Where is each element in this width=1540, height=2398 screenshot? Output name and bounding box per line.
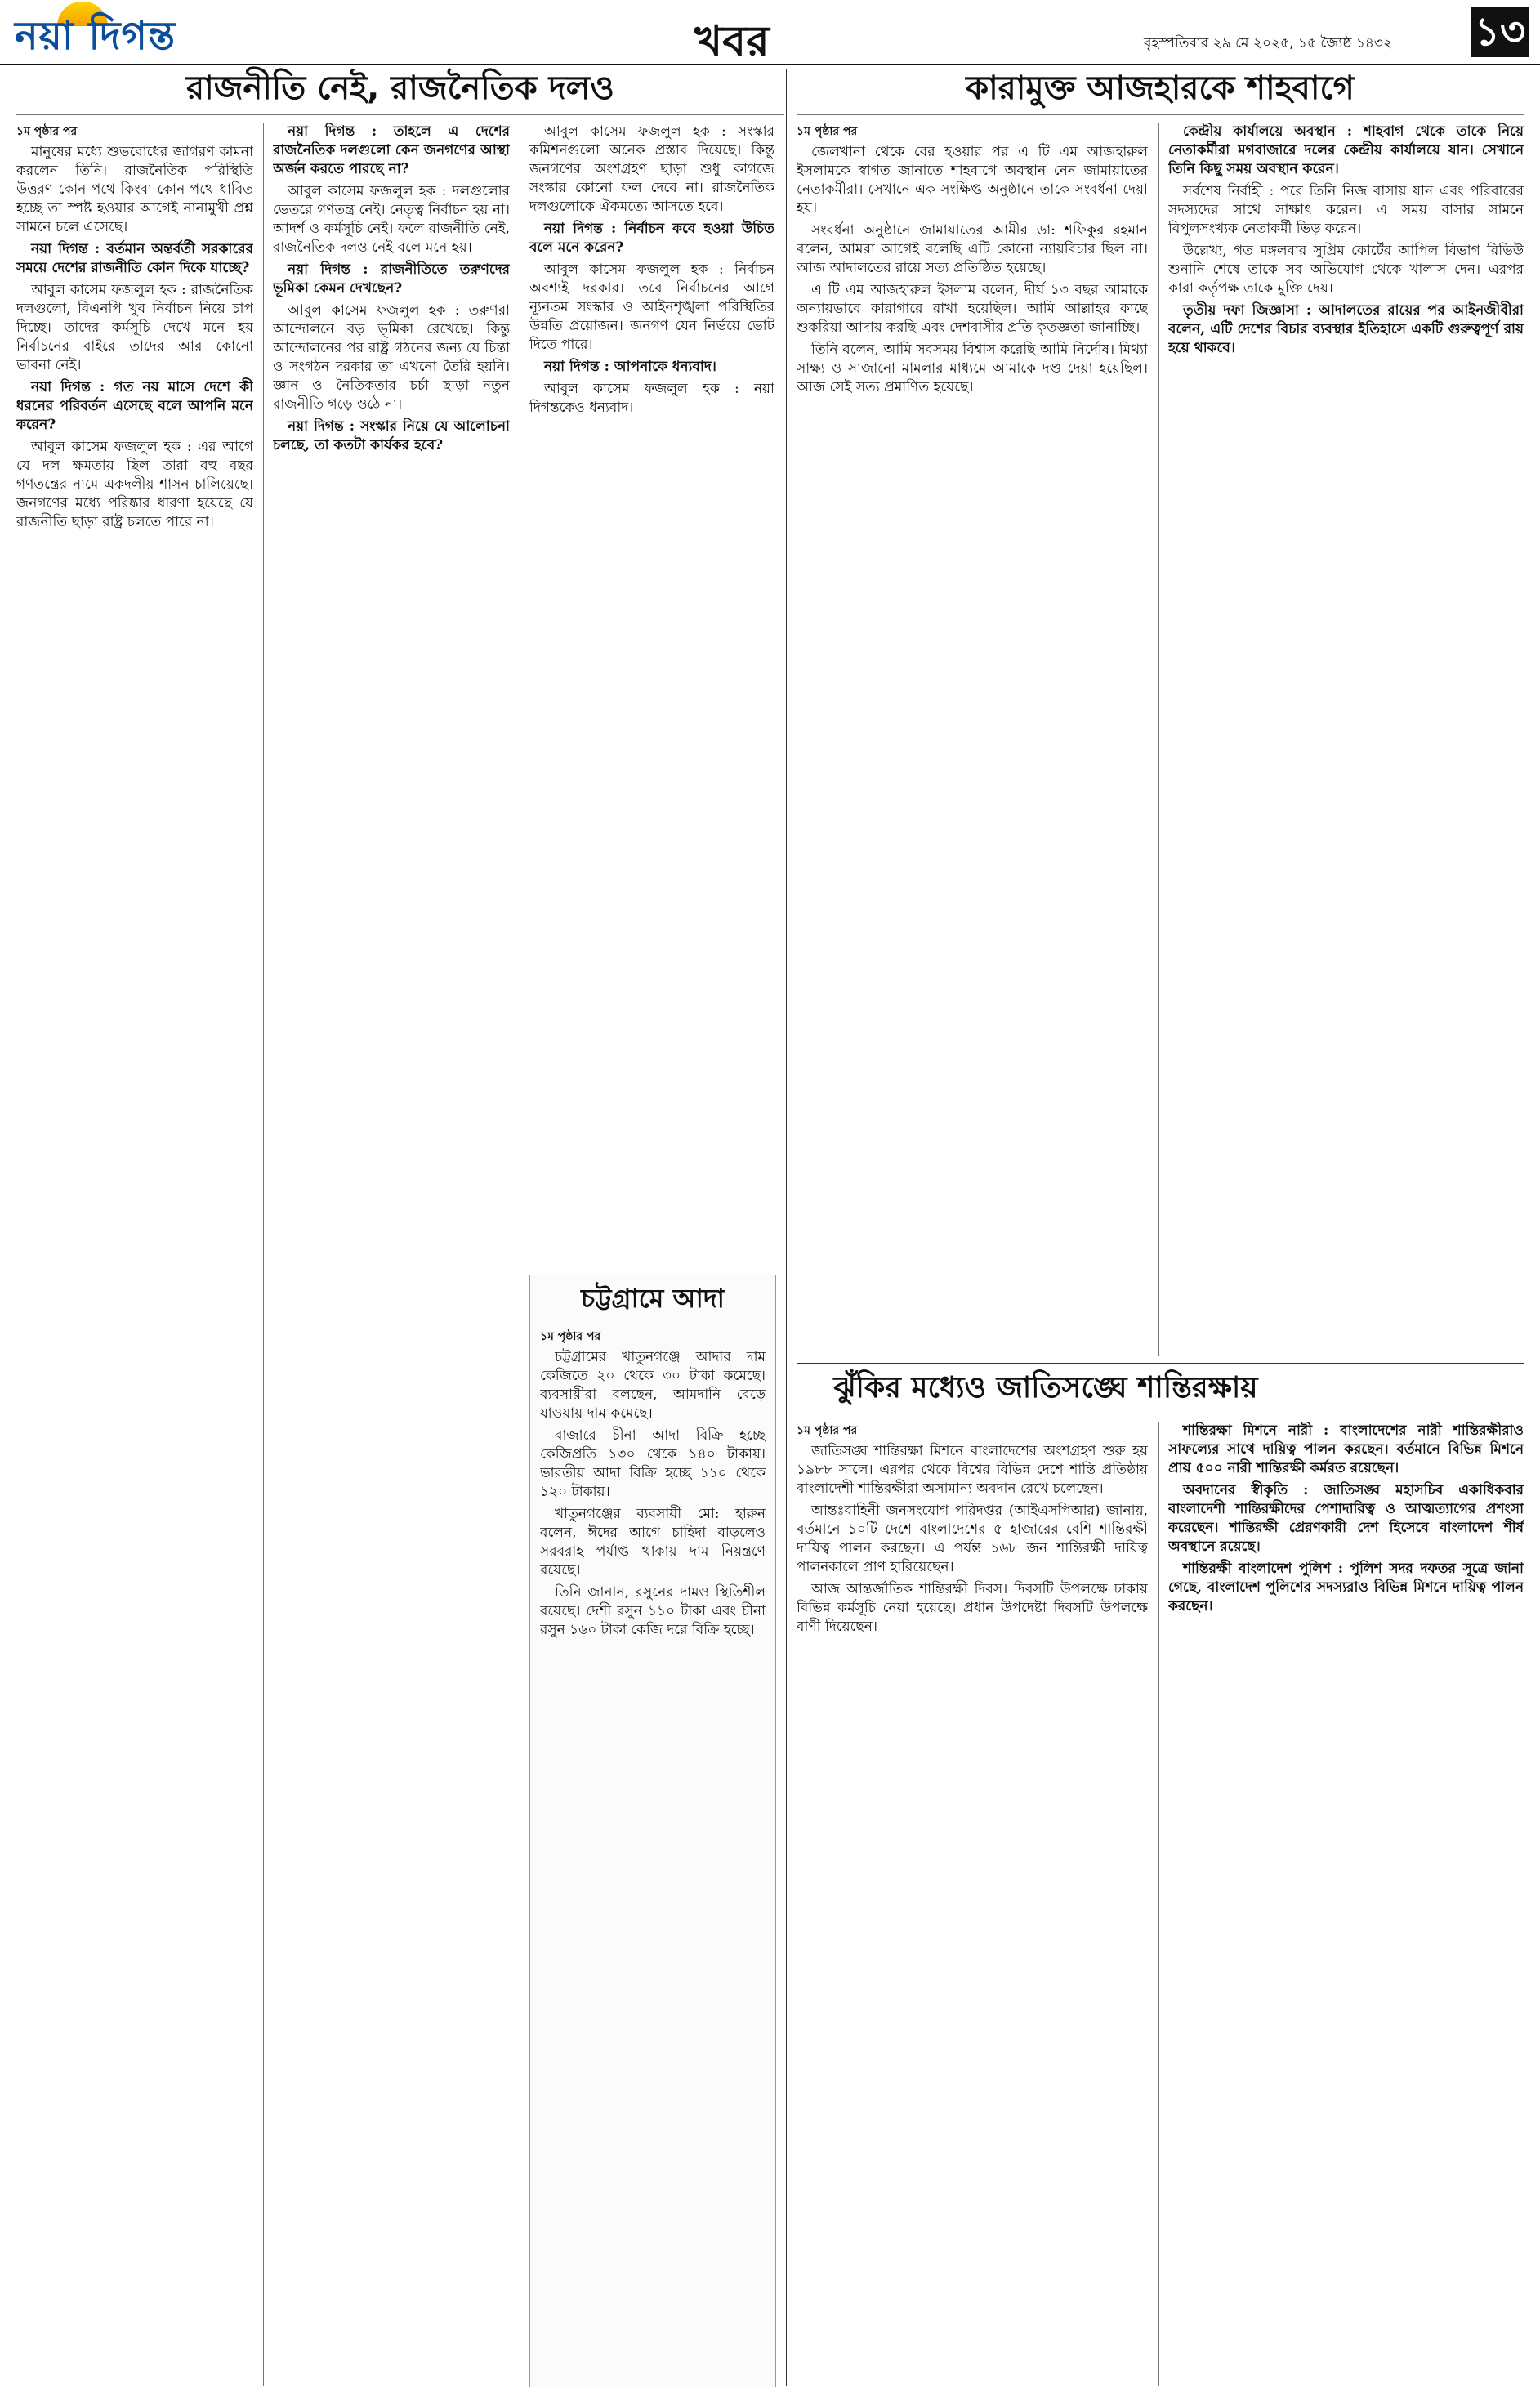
- paragraph: আন্তঃবাহিনী জনসংযোগ পরিদপ্তর (আইএসপিআর) জানায়, বর্তমানে ১০টি দেশে বাংলাদেশের ৫ হাজারের বেশি শান্তিরক্ষী দায়িত্ব পালন করছেন। এ পর্যন্ত ১৬৮ জন শান্তিরক্ষী দায়িত্ব পালনকালে প্রাণ হারিয়েছেন।: [797, 1503, 1148, 1575]
- continued-label: ১ম পৃষ্ঠার পর: [16, 125, 78, 138]
- paragraph: খাতুনগঞ্জের ব্যবসায়ী মো: হারুন বলেন, ঈদের আগে চাহিদা বাড়লেও সরবরাহ পর্যাপ্ত থাকায় দাম নিয়ন্ত্রণে রয়েছে।: [540, 1506, 766, 1579]
- question: নয়া দিগন্ত : বর্তমান অন্তর্বর্তী সরকারের সময়ে দেশের রাজনীতি কোন দিকে যাচ্ছে?: [16, 241, 253, 276]
- continued-label: ১ম পৃষ্ঠার পর: [797, 125, 858, 138]
- continued-label: ১ম পৃষ্ঠার পর: [540, 1330, 601, 1343]
- paragraph: আবুল কাসেম ফজলুল হক : নয়া দিগন্তকেও ধন্যবাদ।: [529, 381, 774, 416]
- paragraph: চট্টগ্রামের খাতুনগঞ্জে আদার দাম কেজিতে ২০ থেকে ৩০ টাকা কমেছে। ব্যবসায়ীরা বলছেন, আমদানি বেড়ে যাওয়ায় দাম কমেছে।: [540, 1349, 766, 1422]
- issue-date: বৃহস্পতিবার ২৯ মে ২০২৫, ১৫ জ্যৈষ্ঠ ১৪৩২: [1144, 35, 1393, 51]
- question: নয়া দিগন্ত : তাহলে এ দেশের রাজনৈতিক দলগুলো কেন জনগণের আস্থা অর্জন করতে পারছে না?: [273, 123, 510, 177]
- paragraph: আবুল কাসেম ফজলুল হক : নির্বাচন অবশ্যই দরকার। তবে নির্বাচনের আগে ন্যূনতম সংস্কার ও আইনশৃঙ্খলা পরিস্থিতির উন্নতি প্রয়োজন। জনগণ যেন নির্ভয়ে ভোট দিতে পারে।: [529, 261, 774, 353]
- divider: [16, 114, 784, 115]
- paragraph: তিনি জানান, রসুনের দামও স্থিতিশীল রয়েছে। দেশী রসুন ১১০ টাকা এবং চীনা রসুন ১৬০ টাকা কেজি দরে বিক্রি হচ্ছে।: [540, 1584, 766, 1638]
- column-rule: [1158, 123, 1159, 1356]
- subhead-paragraph: শান্তিরক্ষী বাংলাদেশ পুলিশ : পুলিশ সদর দফতর সূত্রে জানা গেছে, বাংলাদেশ পুলিশের সদস্যরাও বিভিন্ন মিশনে দায়িত্ব পালন করছেন।: [1168, 1561, 1524, 1614]
- divider: [797, 1363, 1524, 1364]
- paragraph: সংবর্ধনা অনুষ্ঠানে জামায়াতের আমীর ডা: শফিকুর রহমান বলেন, আমরা আগেই বলেছি এটি কোনো ন্যায়বিচার ছিল না। আজ আদালতের রায়ে সত্য প্রতিষ্ঠিত হয়েছে।: [797, 222, 1148, 276]
- paragraph: এ টি এম আজহারুল ইসলাম বলেন, দীর্ঘ ১৩ বছর আমাকে অন্যায়ভাবে কারাগারে রাখা হয়েছিল। আমি আল্লাহর কাছে শুকরিয়া আদায় করছি এবং দেশবাসীর প্রতি কৃতজ্ঞতা জানাচ্ছি।: [797, 282, 1148, 336]
- paragraph: মানুষের মধ্যে শুভবোধের জাগরণ কামনা করলেন তিনি। রাজনৈতিক পরিস্থিতি উত্তরণ কোন পথে কিংবা কোন পথে ধাবিত হচ্ছে তা স্পষ্ট হওয়ার আগেই নানামুখী প্রশ্ন সামনে চলে এসেছে।: [16, 144, 253, 235]
- article-column: [273, 123, 510, 2386]
- paragraph: জাতিসঙ্ঘ শান্তিরক্ষা মিশনে বাংলাদেশের অংশগ্রহণ শুরু হয় ১৯৮৮ সালে। এরপর থেকে বিশ্বের বিভিন্ন দেশে শান্তি প্রতিষ্ঠায় বাংলাদেশী শান্তিরক্ষীরা অসামান্য অবদান রেখে চলেছেন।: [797, 1443, 1148, 1497]
- article-column: [1168, 1422, 1524, 2386]
- paragraph: আবুল কাসেম ফজলুল হক : সংস্কার কমিশনগুলো অনেক প্রস্তাব দিয়েছে। কিন্তু জনগণের অংশগ্রহণ ছাড়া শুধু কাগজে সংস্কার কোনো ফল দেবে না। রাজনৈতিক দলগুলোকে ঐকমত্যে আসতে হবে।: [529, 123, 774, 215]
- story-box-chattogram: [529, 1275, 776, 2387]
- article-column: [1168, 123, 1524, 1356]
- question: নয়া দিগন্ত : আপনাকে ধন্যবাদ।: [544, 359, 716, 375]
- subhead-paragraph: অবদানের স্বীকৃতি : জাতিসঙ্ঘ মহাসচিব একাধিকবার বাংলাদেশী শান্তিরক্ষীদের পেশাদারিত্ব ও আত্মত্যাগের প্রশংসা করেছেন। শান্তিরক্ষী প্রেরণকারী দেশ হিসেবে বাংলাদেশ শীর্ষ অবস্থানে রয়েছে।: [1168, 1482, 1524, 1555]
- column-rule: [1158, 1422, 1159, 2386]
- continued-label: ১ম পৃষ্ঠার পর: [797, 1424, 858, 1437]
- question: নয়া দিগন্ত : সংস্কার নিয়ে যে আলোচনা চলছে, তা কতটা কার্যকর হবে?: [273, 418, 510, 453]
- paragraph: তিনি বলেন, আমি সবসময় বিশ্বাস করেছি আমি নির্দোষ। মিথ্যা সাক্ষ্য ও সাজানো মামলার মাধ্যমে আমাকে দণ্ড দেয়া হয়েছিল। আজ সেই সত্য প্রমাণিত হয়েছে।: [797, 342, 1148, 395]
- paragraph: আজ আন্তর্জাতিক শান্তিরক্ষী দিবস। দিবসটি উপলক্ষে ঢাকায় বিভিন্ন কর্মসূচি নেয়া হয়েছে। প্রধান উপদেষ্টা দিবসটি উপলক্ষে বাণী দিয়েছেন।: [797, 1581, 1148, 1635]
- column-rule: [786, 69, 787, 2386]
- subhead-paragraph: শান্তিরক্ষা মিশনে নারী : বাংলাদেশের নারী শান্তিরক্ষীরাও সাফল্যের সাথে দায়িত্ব পালন করছেন। বর্তমানে বিভিন্ন মিশনে প্রায় ৫০০ নারী শান্তিরক্ষী কর্মরত রয়েছেন।: [1168, 1422, 1524, 1476]
- paragraph: সর্বশেষ নির্বাহী : পরে তিনি নিজ বাসায় যান এবং পরিবারের সদস্যদের সাথে সাক্ষাৎ করেন। এ সময় বাসার সামনে বিপুলসংখ্যক নেতাকর্মী ভিড় করেন।: [1168, 183, 1524, 237]
- masthead: [0, 0, 1540, 65]
- paragraph: উল্লেখ্য, গত মঙ্গলবার সুপ্রিম কোর্টের আপিল বিভাগ রিভিউ শুনানি শেষে তাকে সব অভিযোগ থেকে খালাস দেন। এরপর কারা কর্তৃপক্ষ তাকে মুক্তি দেয়।: [1168, 243, 1524, 297]
- subhead-paragraph: কেন্দ্রীয় কার্যালয়ে অবস্থান : শাহবাগ থেকে তাকে নিয়ে নেতাকর্মীরা মগবাজারে দলের কেন্দ্রীয় কার্যালয়ে যান। সেখানে তিনি কিছু সময় অবস্থান করেন।: [1168, 123, 1524, 177]
- question: নয়া দিগন্ত : রাজনীতিতে তরুণদের ভূমিকা কেমন দেখছেন?: [273, 261, 510, 297]
- paragraph: জেলখানা থেকে বের হওয়ার পর এ টি এম আজহারুল ইসলামকে স্বাগত জানাতে শাহবাগে অবস্থান নেন জামায়াতের নেতাকর্মীরা। সেখানে এক সংক্ষিপ্ত অনুষ্ঠানে তাকে সংবর্ধনা দেয়া হয়।: [797, 144, 1148, 217]
- paragraph: আবুল কাসেম ফজলুল হক : এর আগে যে দল ক্ষমতায় ছিল তারা বহু বছর গণতন্ত্রের নামে একদলীয় শাসন চালিয়েছে। জনগণের মধ্যে পরিষ্কার ধারণা হয়েছে যে রাজনীতি ছাড়া রাষ্ট্র চলতে পারে না।: [16, 439, 253, 530]
- article-column: [797, 123, 1148, 1356]
- paragraph: আবুল কাসেম ফজলুল হক : দলগুলোর ভেতরে গণতন্ত্র নেই। নেতৃত্ব নির্বাচন হয় না। আদর্শ ও কর্মসূচি নেই। ফলে রাজনীতি নেই, রাজনৈতিক দলও নেই বলে মনে হয়।: [273, 183, 510, 256]
- article-column: [529, 123, 774, 1266]
- column-rule: [263, 123, 264, 2386]
- article-column: [797, 1422, 1148, 2386]
- headline-left: রাজনীতি নেই, রাজনৈতিক দলও: [186, 69, 614, 107]
- paragraph: আবুল কাসেম ফজলুল হক : রাজনৈতিক দলগুলো, বিএনপি খুব নির্বাচন নিয়ে চাপ দিচ্ছে। তাদের কর্মসূচি দেখে মনে হয় নির্বাচনের বাইরে তাদের আর কোনো ভাবনা নেই।: [16, 282, 253, 373]
- paragraph: আবুল কাসেম ফজলুল হক : তরুণরা আন্দোলনে বড় ভূমিকা রেখেছে। কিন্তু আন্দোলনের পর রাষ্ট্র গঠনের জন্য যে চিন্তা ও সংগঠন দরকার তা এখনো তৈরি হয়নি। জ্ঞান ও নৈতিকতার চর্চা ছাড়া নতুন রাজনীতি গড়ে ওঠে না।: [273, 302, 510, 413]
- headline-right: কারামুক্ত আজহারকে শাহবাগে: [966, 69, 1355, 107]
- newspaper-logo[interactable]: নয়া দিগন্ত: [15, 13, 176, 59]
- question: নয়া দিগন্ত : গত নয় মাসে দেশে কী ধরনের পরিবর্তন এসেছে বলে আপনি মনে করেন?: [16, 379, 253, 433]
- question: নয়া দিগন্ত : নির্বাচন কবে হওয়া উচিত বলে মনে করেন?: [529, 221, 774, 256]
- divider: [797, 114, 1524, 115]
- subhead-paragraph: তৃতীয় দফা জিজ্ঞাসা : আদালতের রায়ের পর আইনজীবীরা বলেন, এটি দেশের বিচার ব্যবস্থার ইতিহাসে একটি গুরুত্বপূর্ণ রায় হয়ে থাকবে।: [1168, 302, 1524, 356]
- paragraph: বাজারে চীনা আদা বিক্রি হচ্ছে কেজিপ্রতি ১৩০ থেকে ১৪০ টাকায়। ভারতীয় আদা বিক্রি হচ্ছে ১১০ থেকে ১২০ টাকায়।: [540, 1427, 766, 1500]
- article-column: [16, 123, 253, 2386]
- section-title: খবর: [694, 16, 770, 66]
- article-column: [540, 1328, 766, 2373]
- page-number: ১৩: [1471, 7, 1529, 57]
- headline-chattogram: চট্টগ্রামে আদা: [581, 1283, 725, 1314]
- headline-peacekeeping: ঝুঁকির মধ্যেও জাতিসঙ্ঘে শান্তিরক্ষায়: [833, 1371, 1258, 1404]
